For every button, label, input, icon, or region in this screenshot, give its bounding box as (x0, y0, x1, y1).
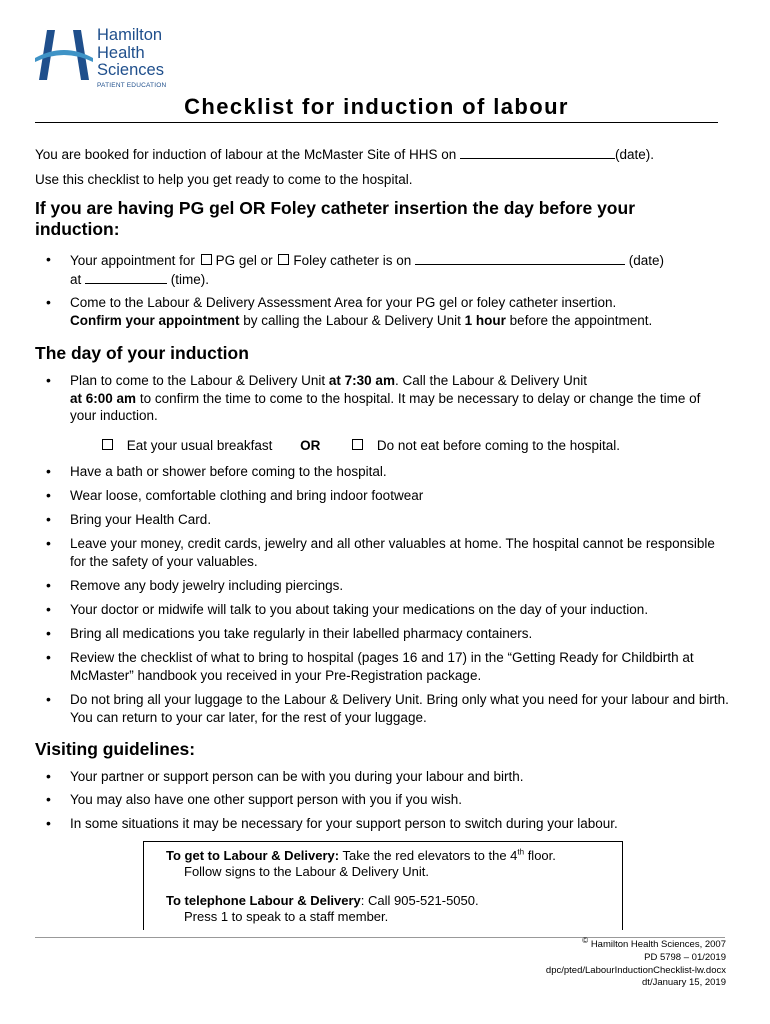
list-item: • Wear loose, comfortable clothing and bring indoor footwear (70, 487, 730, 505)
pg-foley-heading: If you are having PG gel OR Foley catheter insertion the day before your induction: (35, 198, 635, 239)
telephone-line (166, 893, 479, 909)
before-appointment-text: before the appointment. (509, 312, 653, 328)
list-item: • Have a bath or shower before coming to the hospital. (70, 463, 730, 481)
directions-line-1 (166, 848, 556, 864)
logo-line-3: Sciences (97, 61, 164, 79)
list-item: • Bring your Health Card. (70, 511, 730, 529)
intro-line-2: Use this checklist to help you get ready to come to the hospital. (35, 172, 413, 187)
floor-suffix: th (517, 847, 525, 857)
footer (545, 935, 726, 990)
list-item: • Remove any body jewelry including piercings. (70, 577, 730, 595)
directions-line-2: Follow signs to the Labour & Delivery Unit. (184, 864, 429, 879)
pg-foley-come-item (70, 294, 730, 329)
call-time-bold: at 6:00 am (70, 390, 137, 406)
no-eat-label: Do not eat before coming to the hospital. (376, 438, 621, 453)
logo-line-2: Health (97, 43, 145, 62)
footer-copyright-text: Hamilton Health Sciences, 2007 (590, 939, 726, 950)
footer-copyright (546, 935, 726, 952)
floor-text: floor. (527, 848, 556, 863)
come-assessment-text: Come to the Labour & Delivery Assessment Area for your PG gel or foley catheter insertion. (70, 295, 617, 310)
footer-divider (35, 937, 725, 938)
pg-gel-checkbox[interactable] (201, 254, 212, 265)
directions-box (143, 841, 623, 930)
no-eat-checkbox[interactable] (352, 439, 363, 450)
get-to-bold: To get to Labour & Delivery: (166, 848, 340, 863)
pg-foley-appointment-item (70, 251, 730, 288)
list-item: • Your doctor or midwife will talk to you about taking your medications on the day of your induction. (70, 601, 730, 619)
appointment-date-blank[interactable] (415, 251, 625, 265)
page-title: Checklist for induction of labour (35, 94, 718, 123)
intro-booked-text: You are booked for induction of labour at the McMaster Site of HHS on (35, 147, 457, 162)
plan-arrival-item (70, 372, 730, 425)
list-item: • You may also have one other support person with you if you wish. (70, 791, 730, 809)
list-item: • Leave your money, credit cards, jewelry and all other valuables at home. The hospital cannot be responsible for the safety of your valuables. (70, 535, 730, 570)
confirm-appointment-bold: Confirm your appointment (70, 312, 240, 328)
day-of-induction-heading: The day of your induction (35, 343, 249, 363)
intro-date-label: (date). (615, 147, 655, 162)
appointment-at-label: at (70, 271, 82, 287)
list-item: • Your partner or support person can be with you during your labour and birth. (70, 768, 730, 786)
plan-text: Plan to come to the Labour & Delivery Unit (70, 373, 326, 388)
foley-label: Foley catheter is on (293, 253, 412, 268)
footer-line-4: dt/January 15, 2019 (642, 977, 726, 989)
elevator-text: Take the red elevators to the 4 (342, 848, 518, 863)
or-label: OR (300, 438, 321, 453)
intro-line-1 (35, 145, 654, 163)
appointment-time-label: (time). (170, 271, 210, 287)
arrival-time-bold: at 7:30 am (328, 373, 395, 388)
logo-tagline: PATIENT EDUCATION (97, 82, 167, 89)
list-item: • Bring all medications you take regularly in their labelled pharmacy containers. (70, 625, 730, 643)
pg-gel-label: PG gel or (215, 253, 273, 268)
list-item: • Review the checklist of what to bring to hospital (pages 16 and 17) in the “Getting Ready for Childbirth at McMaster” handbook you received in your Pre-Registration package. (70, 649, 730, 684)
list-item: • Do not bring all your luggage to the Labour & Delivery Unit. Bring only what you need for your labour and birth. You can return to your car later, for the rest of your luggage. (70, 691, 730, 726)
foley-checkbox[interactable] (278, 254, 289, 265)
appointment-date-label: (date) (628, 253, 665, 268)
copyright-symbol: © (582, 935, 589, 945)
one-hour-bold: 1 hour (464, 312, 506, 328)
appointment-text: Your appointment for (70, 253, 195, 268)
date-blank[interactable] (460, 145, 615, 159)
visiting-heading: Visiting guidelines: (35, 739, 196, 759)
hhs-logo (35, 26, 195, 94)
footer-line-3: dpc/pted/LabourInductionChecklist-lw.docx (545, 964, 726, 976)
logo-line-1: Hamilton (97, 26, 163, 44)
confirm-time-text: to confirm the time to come to the hospital. It may be necessary to delay or change the time of your induction. (70, 390, 701, 423)
breakfast-choice-row (100, 437, 620, 454)
list-item: • In some situations it may be necessary for your support person to switch during your labour. (70, 815, 730, 833)
hhs-logo-mark (35, 28, 93, 82)
call-unit-text: . Call the Labour & Delivery Unit (394, 373, 588, 388)
eat-breakfast-checkbox[interactable] (102, 439, 113, 450)
confirm-text: by calling the Labour & Delivery Unit (243, 312, 461, 328)
eat-breakfast-label: Eat your usual breakfast (126, 438, 273, 453)
appointment-time-blank[interactable] (85, 270, 167, 284)
telephone-bold: To telephone Labour & Delivery (166, 893, 361, 908)
phone-number-text: : Call 905-521-5050. (360, 893, 479, 908)
footer-line-2: PD 5798 – 01/2019 (644, 951, 726, 963)
logo-wordmark (97, 27, 164, 80)
telephone-line-2: Press 1 to speak to a staff member. (184, 909, 389, 924)
